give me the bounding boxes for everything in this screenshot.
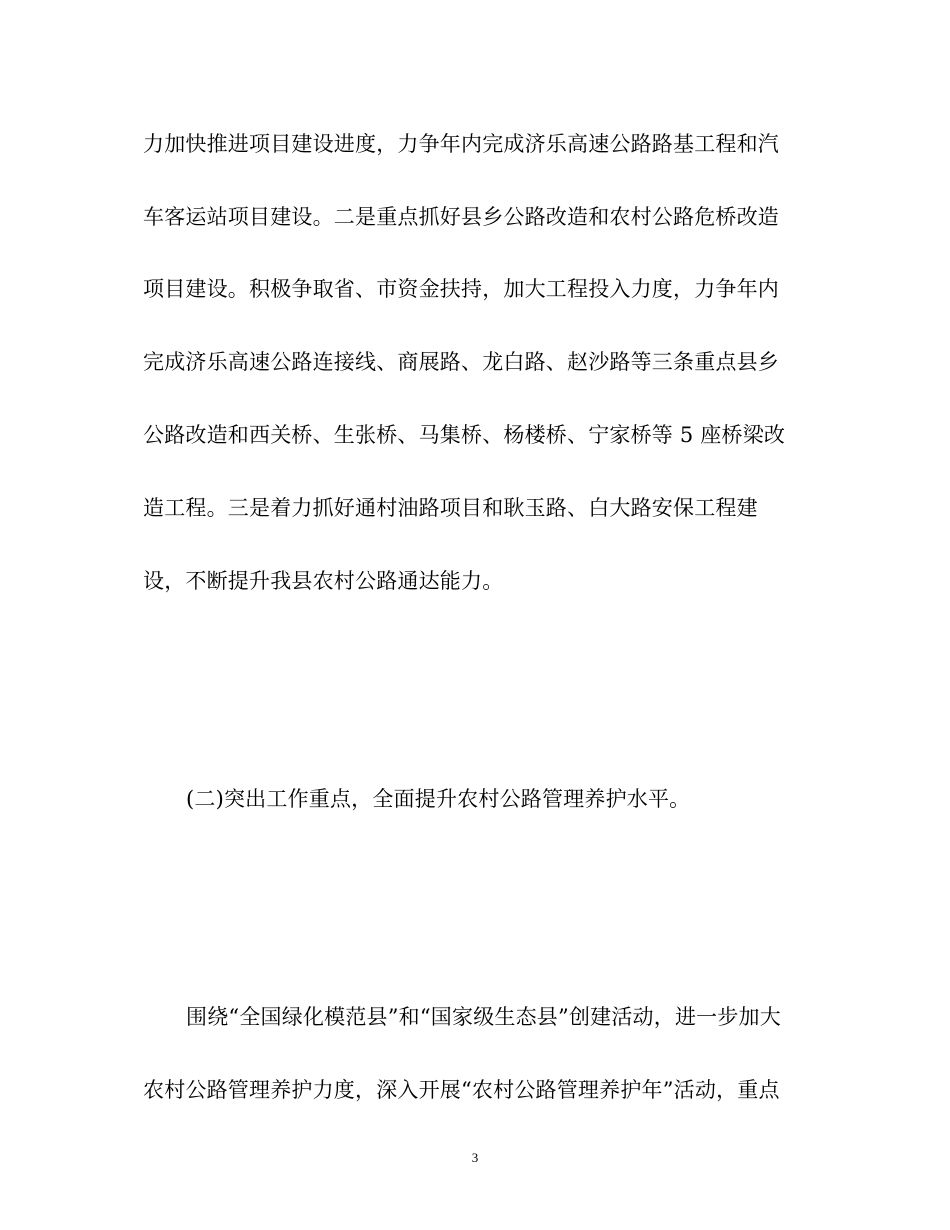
page-number: 3 [471, 1150, 479, 1165]
paragraph-line: 力加快推进项目建设进度，力争年内完成济乐高速公路路基工程和汽 [143, 132, 779, 156]
paragraph-line: 设，不断提升我县农村公路通达能力。 [143, 569, 504, 593]
paragraph-line: 车客运站项目建设。二是重点抓好县乡公路改造和农村公路危桥改造 [143, 205, 779, 229]
paragraph-line: 项目建设。积极争取省、市资金扶持，加大工程投入力度，力争年内 [143, 277, 779, 301]
paragraph-line: 公路改造和西关桥、生张桥、马集桥、杨楼桥、宁家桥等 5 座桥梁改 [143, 423, 786, 447]
paragraph-line: 围绕“全国绿化模范县”和“国家级生态县”创建活动，进一步加大 [186, 1005, 781, 1029]
paragraph-line: 造工程。三是着力抓好通村油路项目和耿玉路、白大路安保工程建 [143, 496, 758, 520]
section-heading: (二)突出工作重点，全面提升农村公路管理养护水平。 [186, 787, 691, 811]
paragraph-line: 农村公路管理养护力度，深入开展“农村公路管理养护年”活动，重点 [143, 1078, 780, 1102]
paragraph-line: 完成济乐高速公路连接线、商展路、龙白路、赵沙路等三条重点县乡 [143, 350, 779, 374]
